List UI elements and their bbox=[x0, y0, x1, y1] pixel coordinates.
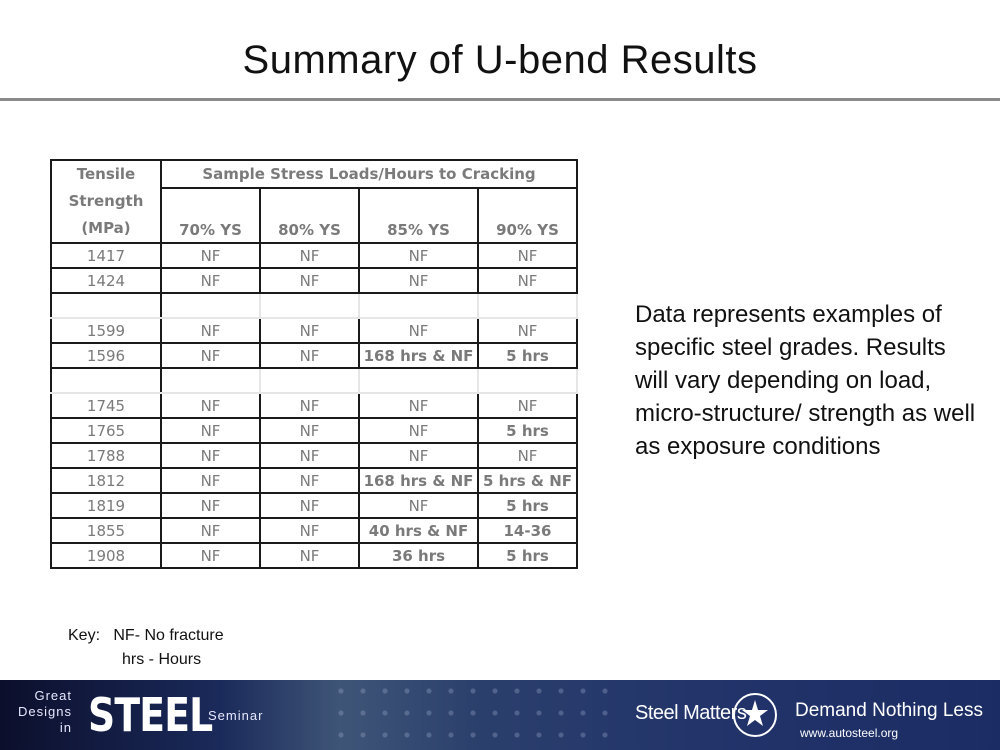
result-cell: NF bbox=[359, 243, 478, 268]
result-cell: NF bbox=[478, 268, 577, 293]
table-row bbox=[51, 368, 577, 393]
result-cell: NF bbox=[161, 268, 260, 293]
result-cell: NF bbox=[260, 243, 359, 268]
result-cell bbox=[161, 368, 260, 393]
tensile-strength-cell: 1812 bbox=[51, 468, 161, 493]
result-cell: NF bbox=[161, 418, 260, 443]
result-cell: NF bbox=[260, 518, 359, 543]
tensile-strength-cell: 1417 bbox=[51, 243, 161, 268]
result-cell: 40 hrs & NF bbox=[359, 518, 478, 543]
key-hrs: hrs - Hours bbox=[122, 651, 202, 668]
gd-line-3: in bbox=[59, 720, 72, 735]
table-row bbox=[51, 518, 577, 543]
steel-logo-text: STEEL bbox=[88, 688, 213, 742]
tensile-header-line: Strength bbox=[68, 192, 144, 210]
result-cell: 5 hrs bbox=[478, 418, 577, 443]
result-cell: NF bbox=[260, 343, 359, 368]
result-cell: NF bbox=[359, 268, 478, 293]
result-cell: NF bbox=[478, 243, 577, 268]
result-cell: NF bbox=[161, 443, 260, 468]
result-cell: NF bbox=[260, 468, 359, 493]
result-cell: 168 hrs & NF bbox=[359, 343, 478, 368]
steel-matters-text: Steel Matters bbox=[635, 702, 747, 724]
tensile-header-line: (MPa) bbox=[81, 219, 131, 237]
table-row bbox=[51, 468, 577, 493]
result-cell: 5 hrs bbox=[478, 493, 577, 518]
seminar-text: Seminar bbox=[208, 708, 264, 723]
table-row bbox=[51, 318, 577, 343]
results-table bbox=[50, 159, 578, 569]
key-legend bbox=[68, 624, 224, 672]
tensile-strength-cell: 1765 bbox=[51, 418, 161, 443]
footer-banner bbox=[0, 680, 1000, 750]
tensile-strength-header bbox=[51, 160, 161, 243]
result-cell: 5 hrs bbox=[478, 543, 577, 568]
result-cell: NF bbox=[260, 418, 359, 443]
title-divider bbox=[0, 98, 1000, 101]
result-cell: NF bbox=[161, 243, 260, 268]
result-cell bbox=[260, 368, 359, 393]
demand-tagline: Demand Nothing Less bbox=[795, 700, 983, 721]
gd-line-1: Great bbox=[34, 688, 72, 703]
result-cell: NF bbox=[359, 318, 478, 343]
result-cell: NF bbox=[359, 393, 478, 418]
table-row bbox=[51, 268, 577, 293]
website-url: www.autosteel.org bbox=[800, 726, 899, 740]
banner-texture bbox=[330, 680, 610, 750]
column-header: 80% YS bbox=[260, 188, 359, 243]
table-row bbox=[51, 418, 577, 443]
table-row bbox=[51, 293, 577, 318]
result-cell: NF bbox=[260, 318, 359, 343]
result-cell bbox=[359, 293, 478, 318]
result-cell: NF bbox=[359, 493, 478, 518]
result-cell: NF bbox=[161, 518, 260, 543]
table-row bbox=[51, 243, 577, 268]
tensile-strength-cell: 1788 bbox=[51, 443, 161, 468]
table-row bbox=[51, 493, 577, 518]
result-cell: 5 hrs & NF bbox=[478, 468, 577, 493]
table-row bbox=[51, 543, 577, 568]
key-nf: NF- No fracture bbox=[113, 627, 224, 644]
result-cell: 36 hrs bbox=[359, 543, 478, 568]
result-cell: NF bbox=[161, 468, 260, 493]
table-row bbox=[51, 393, 577, 418]
result-cell bbox=[478, 293, 577, 318]
result-cell: NF bbox=[161, 493, 260, 518]
tensile-strength-cell bbox=[51, 293, 161, 318]
tensile-strength-cell: 1599 bbox=[51, 318, 161, 343]
key-label: Key: bbox=[68, 627, 101, 644]
tensile-strength-cell: 1908 bbox=[51, 543, 161, 568]
column-header: 85% YS bbox=[359, 188, 478, 243]
result-cell: NF bbox=[161, 343, 260, 368]
tensile-strength-cell bbox=[51, 368, 161, 393]
slide-title: Summary of U-bend Results bbox=[242, 38, 758, 82]
result-cell bbox=[478, 368, 577, 393]
tensile-strength-cell: 1424 bbox=[51, 268, 161, 293]
result-cell: NF bbox=[260, 543, 359, 568]
result-cell: NF bbox=[478, 318, 577, 343]
column-header: 70% YS bbox=[161, 188, 260, 243]
result-cell: NF bbox=[260, 393, 359, 418]
result-cell: NF bbox=[359, 418, 478, 443]
result-cell: NF bbox=[260, 443, 359, 468]
steelmark-star-icon bbox=[728, 692, 782, 738]
result-cell: NF bbox=[161, 318, 260, 343]
column-header: 90% YS bbox=[478, 188, 577, 243]
result-cell: NF bbox=[260, 493, 359, 518]
result-cell: NF bbox=[359, 443, 478, 468]
result-cell: 5 hrs bbox=[478, 343, 577, 368]
result-cell: NF bbox=[161, 393, 260, 418]
tensile-strength-cell: 1819 bbox=[51, 493, 161, 518]
tensile-strength-cell: 1745 bbox=[51, 393, 161, 418]
table-row bbox=[51, 443, 577, 468]
result-cell bbox=[260, 293, 359, 318]
great-designs-text bbox=[10, 688, 72, 736]
tensile-strength-cell: 1855 bbox=[51, 518, 161, 543]
tensile-strength-cell: 1596 bbox=[51, 343, 161, 368]
result-cell: 168 hrs & NF bbox=[359, 468, 478, 493]
result-cell: 14-36 bbox=[478, 518, 577, 543]
result-cell bbox=[359, 368, 478, 393]
result-cell: NF bbox=[260, 268, 359, 293]
result-cell: NF bbox=[161, 543, 260, 568]
result-cell: NF bbox=[478, 443, 577, 468]
data-note: Data represents examples of specific steel grades. Results will vary depending on load, micro-structure/ strength as well as exposure conditions bbox=[635, 301, 976, 460]
gd-line-2: Designs bbox=[18, 704, 72, 719]
tensile-header-line: Tensile bbox=[76, 165, 136, 183]
result-cell bbox=[161, 293, 260, 318]
group-header: Sample Stress Loads/Hours to Cracking bbox=[161, 160, 577, 188]
result-cell: NF bbox=[478, 393, 577, 418]
table-row bbox=[51, 343, 577, 368]
